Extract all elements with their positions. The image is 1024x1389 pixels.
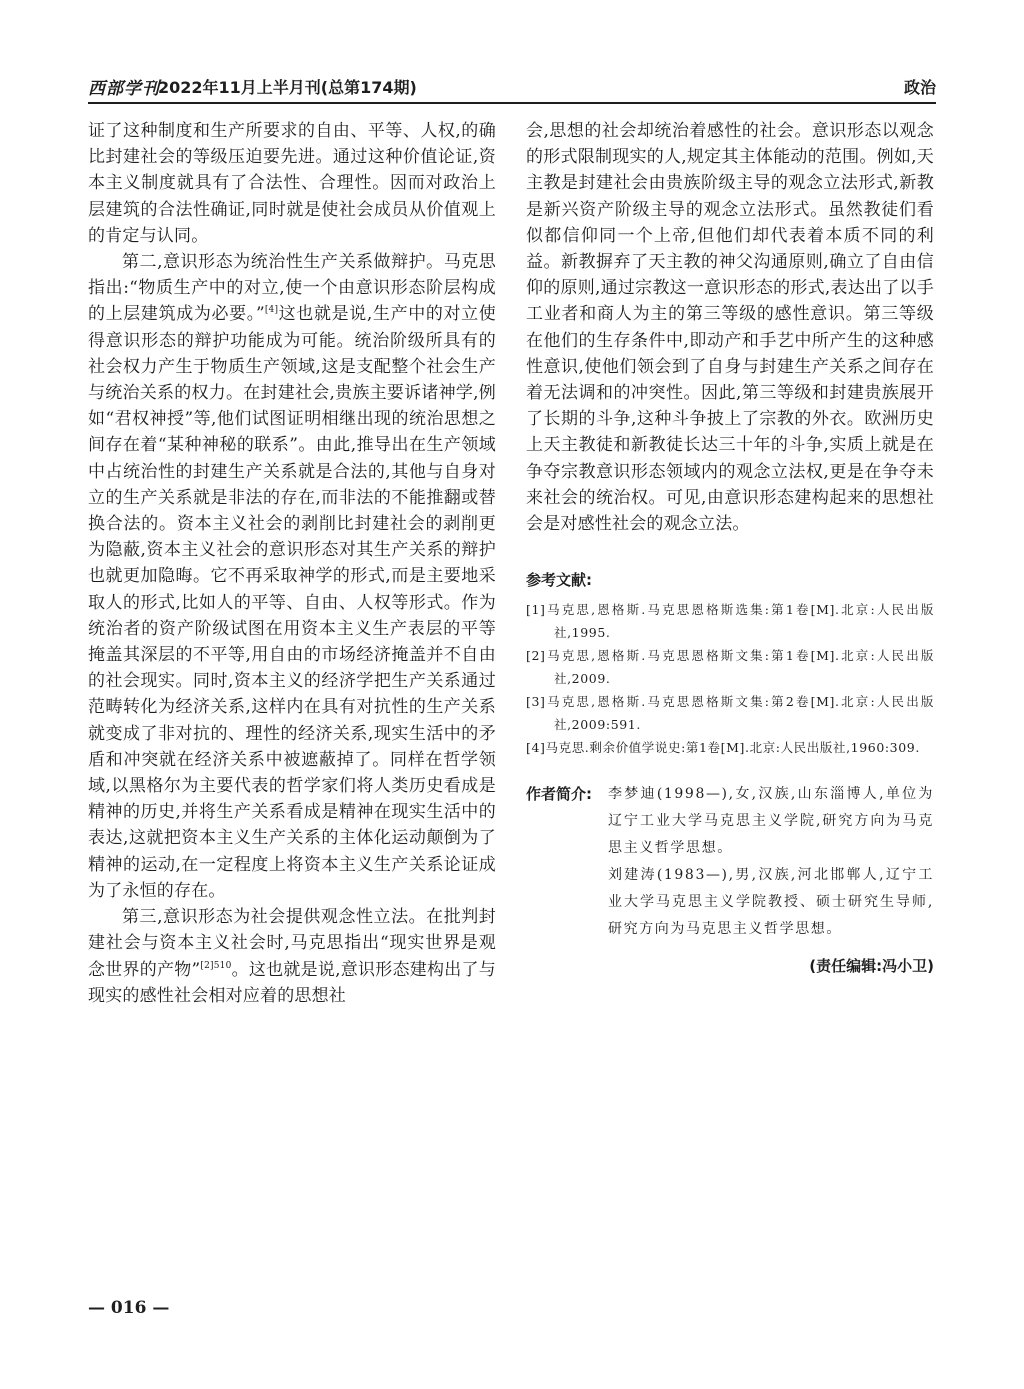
paragraph-2-text-b: 这也就是说,生产中的对立使得意识形态的辩护功能成为可能。统治阶级所具有的社会权力产生于物质生产领域,这是支配整个社会生产与统治关系的权力。在封建社会,贵族主要诉诸神学,例如“君权神授”等,他们试图证明相继出现的统治思想之间存在着“某种神秘的联系”。由此,推导出在生产领域中占统治性的封建生产关系就是合法的,其他与自身对立的生产关系就是非法的存在,而非法的不能推翻或替换合法的。资本主义社会的剥削比封建社会的剥削更为隐蔽,资本主义社会的意识形态对其生产关系的辩护也就更加隐晦。它不再采取神学的形式,而是主要地采取人的形式,比如人的平等、自由、人权等形式。作为统治者的资产阶级试图在用资本主义生产表层的平等掩盖其深层的不平等,用自由的市场经济掩盖并不自由的社会现实。同时,资本主义的经济学把生产关系通过范畴转化为经济关系,这样内在具有对抗性的生产关系就变成了非对抗的、理性的经济关系,现实生活中的矛盾和冲突就在经济关系中被遮蔽掉了。同样在哲学领域,以黑格尔为主要代表的哲学家们将人类历史看成是精神的历史,并将生产关系看成是精神在现实生活中的表达,这就把资本主义生产关系的主体化运动颠倒为了精神的运动,在一定程度上将资本主义生产关系论证成为了永恒的存在。 — [88, 304, 496, 901]
citation-4: [4] — [264, 305, 279, 316]
citation-2-510: [2]510 — [200, 960, 232, 971]
page-number: — 016 — — [88, 1298, 170, 1318]
paragraph-3 — [88, 904, 496, 1009]
author-bio-2: 刘建涛(1983—),男,汉族,河北邯郸人,辽宁工业大学马克思主义学院教授、硕士研究生导师,研究方向为马克思主义哲学思想。 — [608, 867, 934, 938]
reference-item: [4]马克思.剩余价值学说史:第1卷[M].北京:人民出版社,1960:309. — [526, 740, 920, 756]
reference-item: [1]马克思,恩格斯.马克思恩格斯选集:第1卷[M].北京:人民出版社,1995. — [526, 602, 934, 641]
reference-item: [2]马克思,恩格斯.马克思恩格斯文集:第1卷[M].北京:人民出版社,2009. — [526, 648, 934, 687]
author-bio-1: 李梦迪(1998—),女,汉族,山东淄博人,单位为辽宁工业大学马克思主义学院,研究方向为马克思主义哲学思想。 — [608, 786, 934, 857]
journal-logo: 西部学刊 — [88, 79, 160, 99]
paragraph-2-text-a: 第二,意识形态为统治性生产关系做辩护。马克思指出:“物质生产中的对立,使一个由意识形态阶层构成的上层建筑成为必要。” — [88, 252, 496, 325]
paragraph-4: 会,思想的社会却统治着感性的社会。意识形态以观念的形式限制现实的人,规定其主体能动的范围。例如,天主教是封建社会由贵族阶级主导的观念立法形式,新教是新兴资产阶级主导的观念立法形式。虽然教徒们看似都信仰同一个上帝,但他们却代表着本质不同的利益。新教摒弃了天主教的神父沟通原则,确立了自由信仰的原则,通过宗教这一意识形态的形式,表达出了以手工业者和商人为主的第三等级的感性意识。第三等级在他们的生存条件中,即动产和手艺中所产生的这种感性意识,使他们领会到了自身与封建生产关系之间存在着无法调和的冲突性。因此,第三等级和封建贵族展开了长期的斗争,这种斗争披上了宗教的外衣。欧洲历史上天主教徒和新教徒长达三十年的斗争,实质上就是在争夺宗教意识形态领域内的观念立法权,更是在争夺未来社会的统治权。可见,由意识形态建构起来的思想社会是对感性社会的观念立法。 — [526, 121, 934, 535]
left-column — [88, 118, 496, 1009]
paragraph-2 — [88, 249, 496, 904]
paragraph-3-text-a: 第三,意识形态为社会提供观念性立法。在批判封建社会与资本主义社会时,马克思指出“现实世界是观念世界的产物” — [88, 907, 496, 980]
references-list — [526, 598, 934, 759]
issue-info: 2022年11月上半月刊(总第174期) — [158, 78, 417, 97]
paragraph-3-text-b: 。这也就是说,意识形态建构出了与现实的感性社会相对应着的思想社 — [88, 959, 496, 1006]
responsible-editor: (责任编辑:冯小卫) — [809, 957, 934, 976]
reference-item: [3]马克思,恩格斯.马克思恩格斯文集:第2卷[M].北京:人民出版社,2009:591. — [526, 694, 934, 733]
paragraph-1: 证了这种制度和生产所要求的自由、平等、人权,的确比封建社会的等级压迫要先进。通过这种价值论证,资本主义制度就具有了合法性、合理性。因而对政治上层建筑的合法性确证,同时就是使社会成员从价值观上的肯定与认同。 — [88, 121, 496, 246]
author-info — [526, 781, 934, 943]
author-label: 作者简介: — [526, 785, 592, 804]
running-header — [88, 68, 936, 104]
right-column — [526, 118, 934, 976]
section-name: 政治 — [903, 78, 936, 97]
references-title: 参考文献: — [526, 571, 592, 590]
